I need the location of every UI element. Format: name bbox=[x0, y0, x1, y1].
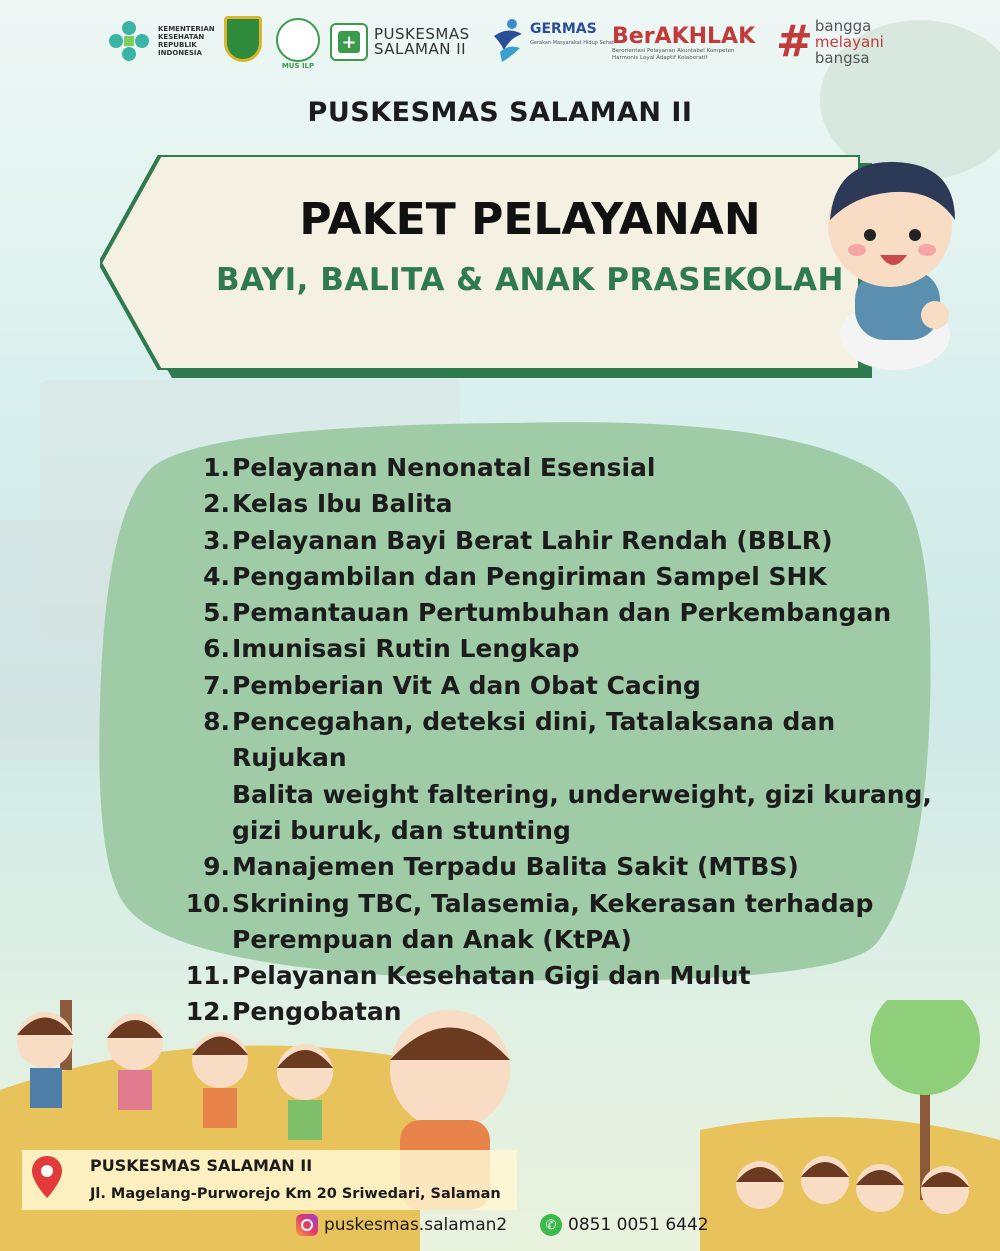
service-number: 6. bbox=[203, 634, 230, 664]
logo-bar bbox=[0, 8, 1000, 80]
service-text: Pemantauan Pertumbuhan dan Perkembangan bbox=[232, 598, 892, 628]
bangga-logo bbox=[776, 18, 884, 66]
service-item bbox=[180, 595, 950, 631]
service-item-continuation bbox=[180, 777, 950, 813]
puskesmas-logo bbox=[330, 23, 470, 61]
service-text: Pencegahan, deteksi dini, Tatalaksana dan Rujukan bbox=[232, 707, 836, 773]
address-title: PUSKESMAS SALAMAN II bbox=[90, 1156, 313, 1175]
service-text: Kelas Ibu Balita bbox=[232, 489, 453, 519]
service-text: Manajemen Terpadu Balita Sakit (MTBS) bbox=[232, 852, 799, 882]
service-number: 10. bbox=[185, 888, 230, 918]
mus-badge-icon bbox=[276, 18, 320, 62]
banner-subtitle: BAYI, BALITA & ANAK PRASEKOLAH bbox=[216, 262, 844, 298]
org-title: PUSKESMAS SALAMAN II bbox=[307, 97, 693, 128]
service-item bbox=[180, 958, 950, 994]
mus-logo bbox=[276, 18, 320, 70]
kemenkes-line: REPUBLIK bbox=[158, 41, 197, 49]
regency-logo bbox=[224, 16, 262, 62]
kemenkes-line: INDONESIA bbox=[158, 49, 202, 57]
service-number: 4. bbox=[203, 561, 230, 591]
service-number: 2. bbox=[203, 489, 230, 519]
bangga-line: bangsa bbox=[814, 49, 870, 67]
baby-illustration bbox=[815, 150, 965, 380]
kemenkes-logo bbox=[106, 18, 215, 64]
germas-logo bbox=[490, 16, 614, 56]
instagram-handle[interactable] bbox=[296, 1214, 507, 1236]
mus-label: MUS ILP bbox=[281, 62, 315, 70]
service-text: Pemberian Vit A dan Obat Cacing bbox=[232, 670, 701, 700]
regency-shield-icon bbox=[224, 16, 262, 62]
address-line: Jl. Magelang-Purworejo Km 20 Sriwedari, Salaman bbox=[90, 1186, 501, 1202]
service-text: Pelayanan Bayi Berat Lahir Rendah (BBLR) bbox=[232, 525, 833, 555]
berakhlak-sub: Berorientasi Pelayanan Akuntabel Kompeten bbox=[612, 48, 735, 54]
service-item bbox=[180, 668, 950, 704]
service-text: Balita weight faltering, underweight, gizi kurang, bbox=[232, 779, 932, 809]
service-number: 7. bbox=[203, 670, 230, 700]
service-number: 1. bbox=[203, 453, 230, 482]
whatsapp-contact[interactable] bbox=[540, 1214, 709, 1236]
service-item-continuation bbox=[180, 813, 950, 849]
kemenkes-line: KESEHATAN bbox=[158, 33, 205, 41]
service-item bbox=[180, 849, 950, 885]
service-number: 9. bbox=[203, 852, 230, 882]
puskesmas-cross-icon: + bbox=[330, 23, 368, 61]
kemenkes-line: KEMENTERIAN bbox=[158, 25, 215, 33]
puskesmas-logo-line: PUSKESMAS bbox=[374, 25, 470, 43]
service-item bbox=[180, 523, 950, 559]
service-item-continuation bbox=[180, 922, 950, 958]
service-item bbox=[180, 631, 950, 667]
service-text: Pengobatan bbox=[232, 997, 402, 1027]
service-number: 3. bbox=[203, 525, 230, 555]
berakhlak-label: BerAKHLAK bbox=[612, 24, 756, 49]
puskesmas-logo-line: SALAMAN II bbox=[374, 40, 467, 58]
service-text: Skrining TBC, Talasemia, Kekerasan terhadap bbox=[232, 888, 874, 918]
service-item bbox=[180, 886, 950, 922]
service-item bbox=[180, 559, 950, 595]
service-item bbox=[180, 450, 950, 486]
service-text: Pelayanan Nenonatal Esensial bbox=[232, 453, 656, 482]
bangga-line: bangga bbox=[814, 17, 872, 35]
germas-sub: Gerakan Masyarakat Hidup Sehat bbox=[530, 40, 614, 46]
whatsapp-icon: ✆ bbox=[540, 1214, 562, 1236]
banner-title: PAKET PELAYANAN bbox=[299, 194, 761, 245]
bangga-hash: # bbox=[776, 16, 813, 67]
service-text: Pengambilan dan Pengiriman Sampel SHK bbox=[232, 561, 827, 591]
instagram-text: puskesmas.salaman2 bbox=[324, 1215, 508, 1235]
service-text: Perempuan dan Anak (KtPA) bbox=[232, 924, 632, 954]
bangga-line: melayani bbox=[814, 33, 884, 51]
service-number: 8. bbox=[203, 707, 230, 737]
service-number: 11. bbox=[185, 961, 230, 991]
berakhlak-logo bbox=[612, 26, 755, 62]
service-item bbox=[180, 486, 950, 522]
whatsapp-text: 0851 0051 6442 bbox=[568, 1215, 709, 1235]
germas-label: GERMAS bbox=[530, 21, 597, 37]
instagram-icon bbox=[296, 1214, 318, 1236]
kemenkes-icon bbox=[106, 18, 152, 64]
service-item bbox=[180, 704, 950, 777]
location-pin-icon bbox=[32, 1156, 62, 1198]
service-text: Imunisasi Rutin Lengkap bbox=[232, 634, 580, 664]
services-list bbox=[180, 450, 950, 1031]
germas-icon bbox=[490, 16, 526, 56]
service-number: 12. bbox=[185, 997, 230, 1027]
service-number: 5. bbox=[203, 598, 230, 628]
berakhlak-sub: Harmonis Loyal Adaptif Kolaboratif bbox=[612, 55, 708, 61]
service-text: gizi buruk, dan stunting bbox=[232, 815, 571, 845]
service-text: Pelayanan Kesehatan Gigi dan Mulut bbox=[232, 961, 751, 991]
